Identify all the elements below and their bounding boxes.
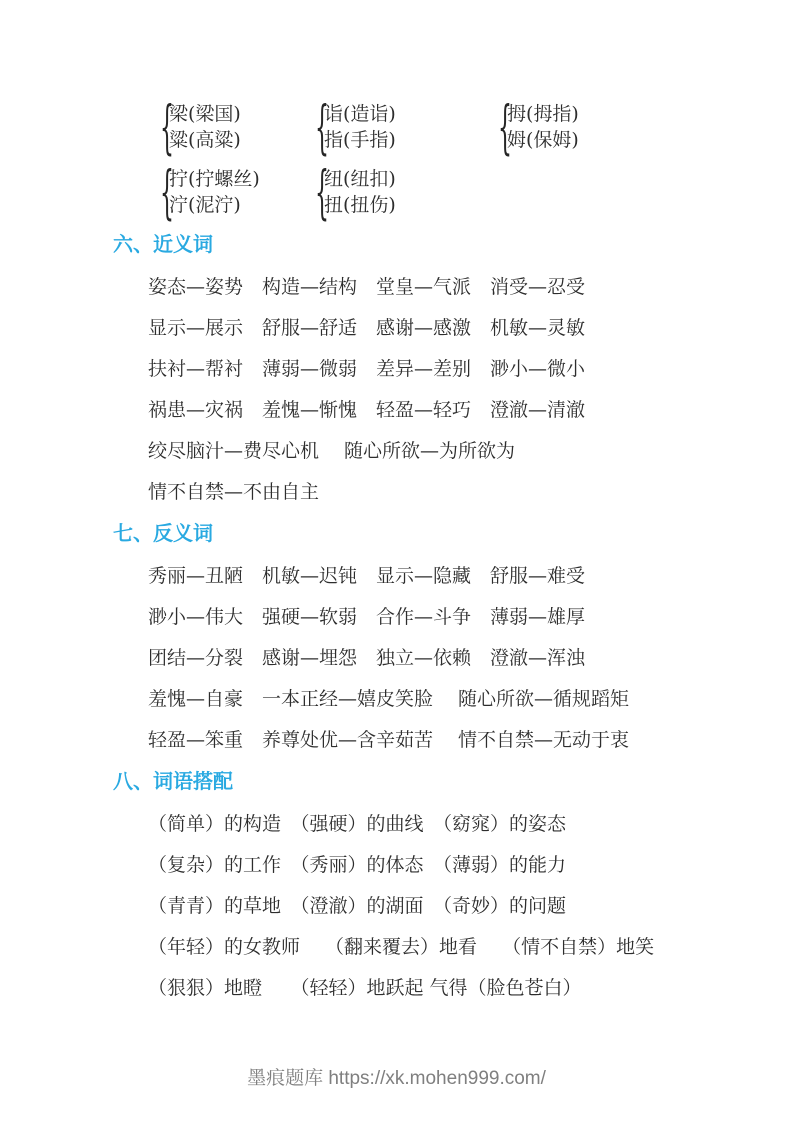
char-group-ning <box>160 158 315 226</box>
char-group-slot <box>160 93 315 161</box>
word-pair-line: 祸患—灾祸 羞愧—惭愧 轻盈—轻巧 澄澈—清澈 <box>148 399 586 421</box>
character-comparison-section <box>160 93 793 226</box>
left-brace-icon: { <box>498 93 513 161</box>
char-item: 拧(拧螺丝) <box>169 168 260 190</box>
footer-watermark: 墨痕题库 https://xk.mohen999.com/ <box>247 1068 546 1089</box>
word-pair-line: 绞尽脑汁—费尽心机 随心所欲—为所欲为 <box>148 440 516 462</box>
char-row-1 <box>160 93 793 161</box>
collocation-line: （青青）的草地 （澄澈）的湖面 （奇妙）的问题 <box>148 895 567 917</box>
collocation-line: （年轻）的女教师 （翻来覆去）地看 （情不自禁）地笑 <box>148 936 655 958</box>
left-brace-icon: { <box>160 93 175 161</box>
char-group-liang <box>160 93 315 161</box>
word-pair-line: 显示—展示 舒服—舒适 感谢—感激 机敏—灵敏 <box>148 317 586 339</box>
char-item: 诣(造诣) <box>324 103 396 125</box>
char-item: 姆(保姆) <box>507 129 579 151</box>
collocation-line: （狠狠）地瞪 （轻轻）地跃起 气得（脸色苍白） <box>148 977 582 999</box>
char-item: 拇(拇指) <box>507 103 579 125</box>
char-group-slot <box>160 158 315 226</box>
left-brace-icon: { <box>315 158 330 226</box>
word-pair-line: 姿态—姿势 构造—结构 堂皇—气派 消受—忍受 <box>148 276 586 298</box>
section-collocations <box>0 772 793 998</box>
section-synonyms <box>0 235 793 502</box>
left-brace-icon: { <box>315 93 330 161</box>
char-item: 粱(高粱) <box>169 129 241 151</box>
collocation-line: （复杂）的工作 （秀丽）的体态 （薄弱）的能力 <box>148 854 567 876</box>
char-item: 泞(泥泞) <box>169 194 241 216</box>
word-pair-line: 秀丽—丑陋 机敏—迟钝 显示—隐藏 舒服—难受 <box>148 565 586 587</box>
left-brace-icon: { <box>160 158 175 226</box>
char-group-slot <box>498 93 579 161</box>
char-group-slot <box>315 93 498 161</box>
word-pair-line: 扶衬—帮衬 薄弱—微弱 差异—差别 渺小—微小 <box>148 358 586 380</box>
char-item: 纽(纽扣) <box>324 168 396 190</box>
char-row-2 <box>160 158 793 226</box>
collocation-line: （简单）的构造 （强硬）的曲线 （窈窕）的姿态 <box>148 813 567 835</box>
char-item: 指(手指) <box>324 129 396 151</box>
section-antonyms <box>0 524 793 750</box>
char-item: 扭(扭伤) <box>324 194 396 216</box>
char-group-mu <box>498 93 579 161</box>
section-heading-collocations: 八、词语搭配 <box>113 771 233 793</box>
char-group-slot <box>315 158 396 226</box>
char-group-niu <box>315 158 396 226</box>
word-pair-line: 羞愧—自豪 一本正经—嬉皮笑脸 随心所欲—循规蹈矩 <box>148 688 630 710</box>
word-pair-line: 轻盈—笨重 养尊处优—含辛茹苦 情不自禁—无动于衷 <box>148 729 630 751</box>
word-pair-line: 情不自禁—不由自主 <box>148 481 320 503</box>
word-pair-line: 渺小—伟大 强硬—软弱 合作—斗争 薄弱—雄厚 <box>148 606 586 628</box>
word-pair-line: 团结—分裂 感谢—埋怨 独立—依赖 澄澈—浑浊 <box>148 647 586 669</box>
char-item: 梁(梁国) <box>169 103 241 125</box>
char-group-zhi <box>315 93 498 161</box>
section-heading-antonyms: 七、反义词 <box>113 523 213 545</box>
section-heading-synonyms: 六、近义词 <box>113 234 213 256</box>
